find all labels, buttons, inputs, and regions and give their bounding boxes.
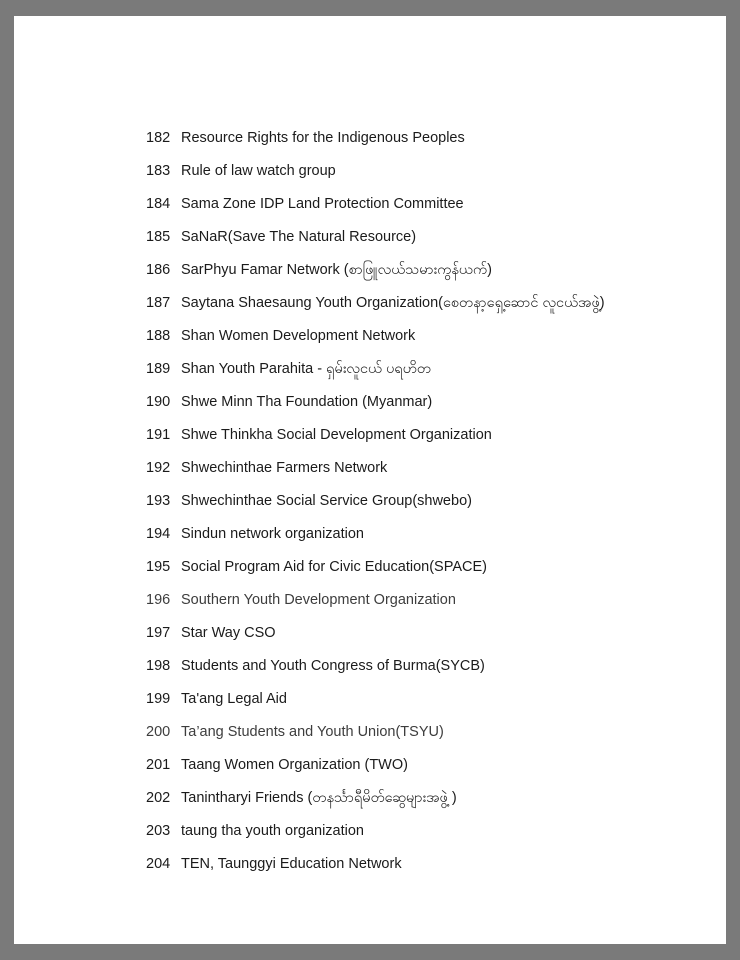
- item-number: 189: [146, 361, 171, 377]
- item-number: 184: [146, 196, 171, 212]
- item-number: 182: [146, 130, 171, 146]
- item-name: Ta’ang Students and Youth Union(TSYU): [181, 724, 444, 740]
- item-name: Tanintharyi Friends (တနင်္သာရီမိတ်ဆွေများအဖွဲ့ ): [181, 790, 457, 806]
- item-name: Shwechinthae Farmers Network: [181, 460, 388, 476]
- item-name: Shan Women Development Network: [181, 328, 416, 344]
- item-number: 187: [146, 295, 171, 311]
- item-number: 203: [146, 823, 171, 839]
- list-item: [146, 389, 605, 422]
- item-number: 196: [146, 592, 171, 608]
- item-number: 188: [146, 328, 171, 344]
- item-name: Shan Youth Parahita - ရှမ်းလူငယ် ပရဟိတ: [181, 361, 432, 377]
- list-item: [146, 257, 605, 290]
- item-number: 204: [146, 856, 171, 872]
- item-name: TEN, Taunggyi Education Network: [181, 856, 402, 872]
- item-name: Sama Zone IDP Land Protection Committee: [181, 196, 464, 212]
- item-number: 192: [146, 460, 171, 476]
- item-number: 197: [146, 625, 171, 641]
- list-item: [146, 587, 605, 620]
- item-name: Southern Youth Development Organization: [181, 592, 456, 608]
- list-item: [146, 290, 605, 323]
- item-number: 183: [146, 163, 171, 179]
- item-name: Shwechinthae Social Service Group(shwebo): [181, 493, 472, 509]
- item-number: 195: [146, 559, 171, 575]
- list-item: [146, 455, 605, 488]
- item-name: Sindun network organization: [181, 526, 364, 542]
- item-name: Shwe Thinkha Social Development Organization: [181, 427, 492, 443]
- item-name: Rule of law watch group: [181, 163, 336, 179]
- item-name: Shwe Minn Tha Foundation (Myanmar): [181, 394, 433, 410]
- list-item: [146, 422, 605, 455]
- item-name: Students and Youth Congress of Burma(SYCB): [181, 658, 485, 674]
- item-number: 198: [146, 658, 171, 674]
- item-number: 190: [146, 394, 171, 410]
- item-number: 186: [146, 262, 171, 278]
- list-item: [146, 653, 605, 686]
- document-page: [14, 16, 726, 944]
- item-number: 193: [146, 493, 171, 509]
- item-name: taung tha youth organization: [181, 823, 364, 839]
- list-item: [146, 818, 605, 851]
- list-item: [146, 521, 605, 554]
- list-item: [146, 686, 605, 719]
- list-item: [146, 752, 605, 785]
- list-item: [146, 719, 605, 752]
- item-number: 200: [146, 724, 171, 740]
- item-number: 194: [146, 526, 171, 542]
- item-name: Taang Women Organization (TWO): [181, 757, 408, 773]
- item-number: 185: [146, 229, 171, 245]
- list-item: [146, 554, 605, 587]
- item-name: Resource Rights for the Indigenous Peoples: [181, 130, 465, 146]
- organization-list: [146, 125, 605, 884]
- item-name: Social Program Aid for Civic Education(SPACE): [181, 559, 487, 575]
- item-name: SarPhyu Famar Network (စာဖြူလယ်သမားကွန်ယက်): [181, 262, 493, 278]
- item-number: 199: [146, 691, 171, 707]
- list-item: [146, 224, 605, 257]
- item-name: Saytana Shaesaung Youth Organization(စေတနာ့ရှေ့ဆောင် လူငယ်အဖွဲ့): [181, 295, 605, 311]
- item-name: SaNaR(Save The Natural Resource): [181, 229, 417, 245]
- list-item: [146, 158, 605, 191]
- list-item: [146, 785, 605, 818]
- item-name: Ta'ang Legal Aid: [181, 691, 287, 707]
- item-number: 191: [146, 427, 171, 443]
- list-item: [146, 620, 605, 653]
- item-name: Star Way CSO: [181, 625, 276, 641]
- list-item: [146, 323, 605, 356]
- list-item: [146, 191, 605, 224]
- item-number: 201: [146, 757, 171, 773]
- list-item: [146, 356, 605, 389]
- item-number: 202: [146, 790, 171, 806]
- list-item: [146, 851, 605, 884]
- list-item: [146, 125, 605, 158]
- list-item: [146, 488, 605, 521]
